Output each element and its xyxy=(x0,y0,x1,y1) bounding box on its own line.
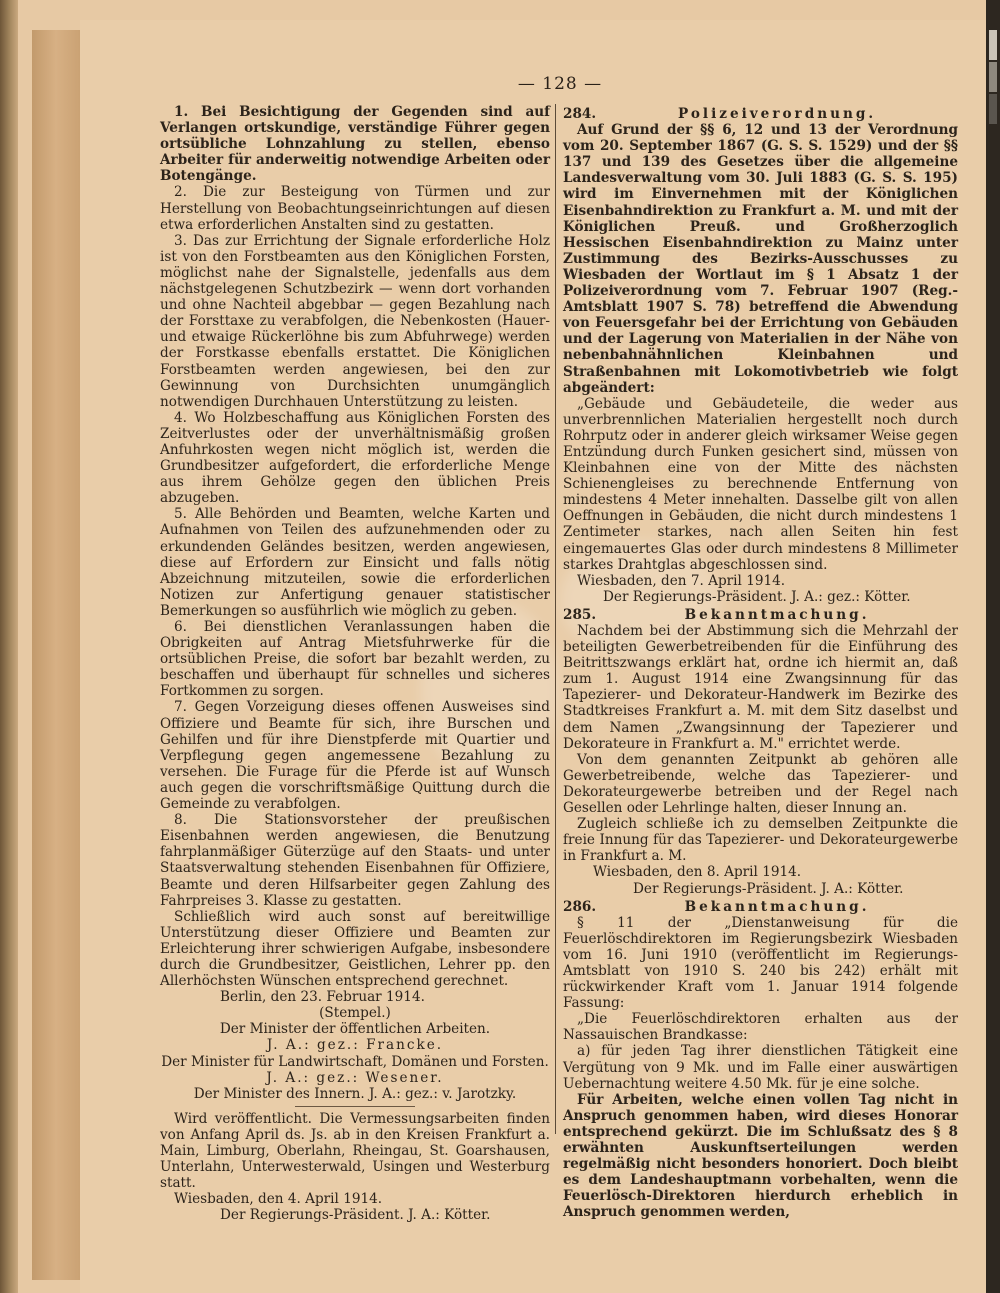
section-title: Bekanntmachung. xyxy=(684,898,870,915)
section-title: Polizeiverordnung. xyxy=(677,106,877,122)
paragraph: 2. Die zur Besteigung von Türmen und zur Herstellung von Beobachtungseinrichtungen auf diesen etwa erforderlichen Anstalten sind zu gestatten. xyxy=(160,184,550,233)
paragraph: „Gebäude und Gebäudeteile, die weder aus unverbrennlichen Materialien hergestellt noch durch Rohrputz oder in anderer gleich wirksamer Weise gegen Entzündung durch Funken gesichert sind, müssen von Kleinbahnen eine von der Mitte des nächsten Schienengleises zu berechnende Entfernung von mindestens 4 Meter innehalten. Dasselbe gilt von allen Oeffnungen in Gebäuden, die nicht durch mindestens 1 Zentimeter starkes, nach allen Seiten hin fest eingemauertes Glas oder durch mindestens 8 Millimeter starkes Drahtglas abgeschlossen sind. xyxy=(563,395,958,573)
paragraph: Schließlich wird auch sonst auf bereitwillige Unterstützung dieser Offiziere und Beamten zur Erleichterung ihrer schwierigen Aufgabe, insbesondere durch die Grundbesitzer, Geistlichen, Lehrer pp. den Allerhöchsten Wünschen entsprechend gerechnet. xyxy=(160,908,550,990)
paragraph: 7. Gegen Vorzeigung dieses offenen Ausweises sind Offiziere und Beamte für sich, ihre Burschen und Gehilfen und für ihre Dienstpferde mit Quartier und Verpflegung gegen angemessene Bezahlung zu versehen. Die Furage für die Pferde ist auf Wunsch auch gegen die vorschriftsmäßige Quittung durch die Gemeinde zu verabfolgen. xyxy=(160,699,550,813)
paragraph: Für Arbeiten, welche einen vollen Tag nicht in Anspruch genommen haben, wird dieses Honorar entsprechend gekürzt. Die im Schlußsatz des § 8 erwähnten Auskunftserteilungen werden regelmäßig nicht besonders honoriert. Doch bleibt es dem Landeshauptmann vorbehalten, wenn die Feuerlösch-Direktoren hierdurch erheblich in Anspruch genommen werden, xyxy=(563,1091,958,1221)
stamp-note: (Stempel.) xyxy=(319,1005,391,1022)
page-number: — 128 — xyxy=(517,74,603,94)
separator-rule xyxy=(295,1106,415,1107)
signature-line: J. A.: gez.: Wesener. xyxy=(266,1069,444,1086)
paragraph: 5. Alle Behörden und Beamten, welche Karten und Aufnahmen von Teilen des aufzunehmenden oder zu erkundenden Geländes besitzen, werden angewiesen, diese auf Erfordern zur Einsicht und falls nötig Abzeichnung mitzuteilen, sowie die erforderlichen Notizen zur Anfertigung genauer statistischer Bemerkungen so ausführlich wie möglich zu geben. xyxy=(160,506,550,619)
section-heading xyxy=(563,106,958,122)
section-title: Bekanntmachung. xyxy=(684,606,870,623)
place-date: Berlin, den 23. Februar 1914. xyxy=(220,989,425,1006)
left-column xyxy=(160,104,550,1223)
paragraph: Von dem genannten Zeitpunkt ab gehören alle Gewerbetreibende, welche das Tapezierer- und Dekorateurgewerbe betreiben und der Regel nach Gesellen oder Lehrlinge halten, dieser Innung an. xyxy=(563,751,958,817)
place-date: Wiesbaden, den 7. April 1914. xyxy=(577,572,786,589)
notice-text: Wird veröffentlicht. Die Vermessungsarbeiten finden von Anfang April ds. Js. ab in den Kreisen Frankfurt a. Main, Limburg, Oberlahn, Rheingau, St. Goarshausen, Unterlahn, Unterwesterwald, Usingen und Westerburg statt. xyxy=(160,1110,550,1192)
paragraph: § 11 der „Dienstanweisung für die Feuerlöschdirektoren im Regierungsbezirk Wiesbaden vom 16. Juni 1910 (veröffentlicht im Regierungs-Amtsblatt von 1910 S. 240 bis 242) erhält mit rückwirkender Kraft vom 1. Januar 1914 folgende Fassung: xyxy=(563,914,958,1012)
section-number: 286. xyxy=(563,898,597,915)
notice-signature: Der Regierungs-Präsident. J. A.: Kötter. xyxy=(220,1207,491,1224)
book-edge xyxy=(0,0,18,1293)
section-number: 284. xyxy=(563,106,597,122)
column-divider xyxy=(555,104,556,1134)
paragraph: Nachdem bei der Abstimmung sich die Mehrzahl der beteiligten Gewerbetreibenden für die Einführung des Beitrittszwangs erklärt hat, ordne ich hiermit an, daß zum 1. August 1914 eine Zwangsinnung für das Tapezierer- und Dekorateur-Handwerk im Bezirke des Stadtkreises Frankfurt a. M. mit dem Sitz daselbst und dem Namen „Zwangsinnung der Tapezierer und Dekorateure in Frankfurt a. M." errichtet werde. xyxy=(563,623,958,752)
section-heading xyxy=(563,607,958,623)
section-heading xyxy=(563,899,958,915)
paragraph: 8. Die Stationsvorsteher der preußischen Eisenbahnen werden angewiesen, die Benutzung fahrplanmäßiger Güterzüge auf den Staats- und unter Staatsverwaltung stehenden Eisenbahnen für Offiziere, Beamte und deren Hilfsarbeiter gegen Zahlung des Fahrpreises 3. Klasse zu gestatten. xyxy=(160,812,550,909)
signature-line: Der Minister des Innern. J. A.: gez.: v. Jarotzky. xyxy=(193,1085,517,1102)
right-column xyxy=(563,104,958,1220)
scan-scale-strip xyxy=(986,0,1000,1293)
paragraph: „Die Feuerlöschdirektoren erhalten aus der Nassauischen Brandkasse: xyxy=(563,1011,958,1044)
signature-line: Der Regierungs-Präsident. J. A.: gez.: Kötter. xyxy=(603,588,911,605)
paragraph: Auf Grund der §§ 6, 12 und 13 der Verordnung vom 20. September 1867 (G. S. S. 1529) und der §§ 137 und 139 des Gesetzes über die allgemeine Landesverwaltung vom 30. Juli 1883 (G. S. S. 195) wird im Einvernehmen mit der Königlichen Eisenbahndirektion zu Frankfurt a. M. und mit der Königlichen Preuß. und Großherzoglich Hessischen Eisenbahndirektion zu Mainz unter Zustimmung des Bezirks-Ausschusses zu Wiesbaden der Wortlaut im § 1 Absatz 1 der Polizeiverordnung vom 7. Februar 1907 (Reg.-Amtsblatt 1907 S. 78) betreffend die Abwendung von Feuersgefahr bei der Errichtung von Gebäuden und der Lagerung von Materialien in der Nähe von nebenbahnähnlichen Kleinbahnen und Straßenbahnen mit Lokomotivbetrieb wie folgt abgeändert: xyxy=(563,122,958,396)
signature-line: J. A.: gez.: Francke. xyxy=(266,1037,444,1054)
paragraph: 6. Bei dienstlichen Veranlassungen haben die Obrigkeiten auf Antrag Mietsfuhrwerke für die ortsüblichen Preise, die sofort bar bezahlt werden, zu beschaffen und überhaupt für schnelles und sicheres Fortkommen zu sorgen. xyxy=(160,619,550,700)
signature-line: Der Minister der öffentlichen Arbeiten. xyxy=(219,1021,491,1038)
book-binding xyxy=(32,30,80,1280)
notice-place-date: Wiesbaden, den 4. April 1914. xyxy=(174,1191,383,1208)
section-number: 285. xyxy=(563,606,597,623)
signature-line: Der Minister für Landwirtschaft, Domänen und Forsten. xyxy=(161,1053,549,1070)
paragraph: 4. Wo Holzbeschaffung aus Königlichen Forsten des Zeitverlustes oder der unverhältnismäßig großen Anfuhrkosten wegen nicht möglich ist, werden die Grundbesitzer aufgefordert, die erforderliche Menge aus ihrem Gehölze gegen den üblichen Preis abzugeben. xyxy=(160,409,550,507)
signature-line: Der Regierungs-Präsident. J. A.: Kötter. xyxy=(633,880,904,897)
paragraph: 3. Das zur Errichtung der Signale erforderliche Holz ist von den Forstbeamten aus den Königlichen Forsten, möglichst nahe der Signalstelle, jedenfalls aus dem nächstgelegenen Schutzbezirk — wenn dort vorhanden und ohne Nachteil abgebbar — gegen Bezahlung nach der Forsttaxe zu verabfolgen, die Nebenkosten (Hauer- und etwaige Rückerlöhne bis zum Abfuhrwege) werden der Forstkasse ebenfalls erstattet. Die Königlichen Forstbeamten werden angewiesen, bei den zur Gewinnung von Durchsichten unumgänglich notwendigen Durchhauen Unterstützung zu leisten. xyxy=(160,232,550,410)
paragraph: 1. Bei Besichtigung der Gegenden sind auf Verlangen ortskundige, verständige Führer gegen ortsübliche Lohnzahlung zu stellen, ebenso Arbeiter für anderweitig notwendige Arbeiten oder Botengänge. xyxy=(160,104,550,185)
place-date: Wiesbaden, den 8. April 1914. xyxy=(593,864,802,881)
paragraph: a) für jeden Tag ihrer dienstlichen Tätigkeit eine Vergütung von 9 Mk. und im Falle einer auswärtigen Uebernachtung weitere 4.50 Mk. für je eine solche. xyxy=(563,1043,958,1092)
paragraph: Zugleich schließe ich zu demselben Zeitpunkte die freie Innung für das Tapezierer- und Dekorateurgewerbe in Frankfurt a. M. xyxy=(563,816,958,865)
